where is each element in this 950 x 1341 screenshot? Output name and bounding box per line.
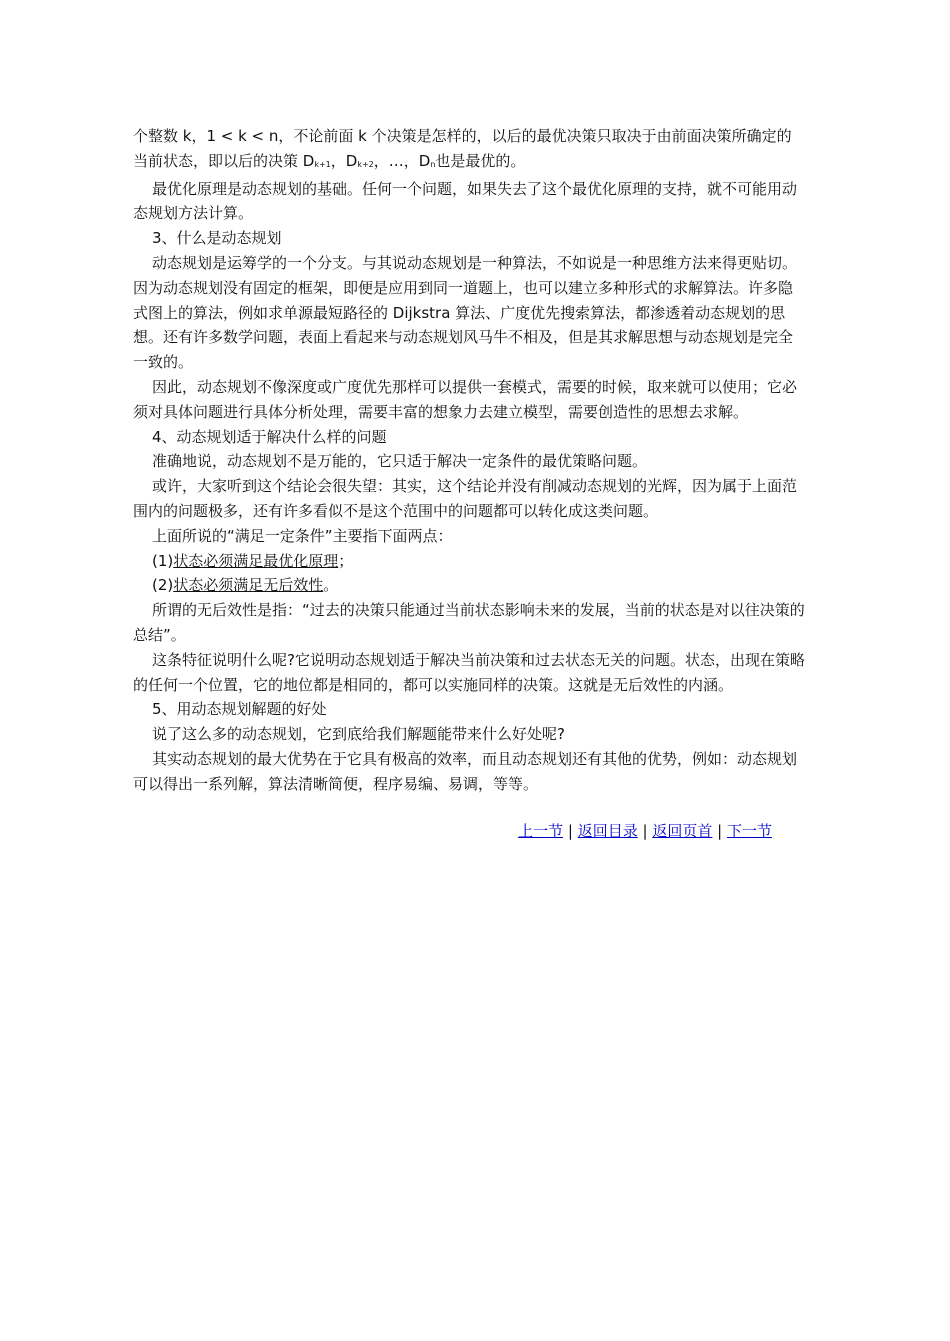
text-span: ，…，D [373,151,431,170]
paragraph-conditions-intro: 上面所说的“满足一定条件”主要指下面两点： [152,526,453,545]
subscript: k+2 [357,159,374,169]
table-of-contents-link[interactable]: 返回目录 [577,821,638,840]
paragraph-optimality-basis: 最优化原理是动态规划的基础。任何一个问题，如果失去了这个最优化原理的支持，就不可能用动态规划方法计算。 [133,179,798,223]
text-span: 也是最优的。 [435,151,526,170]
next-section-link[interactable]: 下一节 [726,821,772,840]
list-item-condition-1 [133,549,805,574]
nav-separator: | [567,821,573,840]
paragraph-optimality-definition [133,124,805,177]
nav-separator: | [642,821,648,840]
paragraph-benefits-question: 说了这么多的动态规划，它到底给我们解题能带来什么好处呢? [152,725,565,744]
paragraph-no-aftereffect-definition: 所谓的无后效性是指：“过去的决策只能通过当前状态影响未来的发展，当前的状态是对以往决策的总结”。 [133,601,805,644]
paragraph-dp-definition: 动态规划是运筹学的一个分支。与其说动态规划是一种算法，不如说是一种思维方法来得更贴切。因为动态规划没有固定的框架，即便是应用到同一道题上，也可以建立多种形式的求解算法。许多隐式图上的算法，例如求单源最短路径的 Dijkstra 算法、广度优先搜索算法，都渗透着动态规划的思想。还有许多数学问题，表面上看起来与动态规划风马牛不相及，但是其求解思想与动态规划是完全一致的。 [133,253,798,372]
punctuation: 。 [323,576,339,595]
paragraph-not-universal: 准确地说，动态规划不是万能的，它只适于解决一定条件的最优策略问题。 [152,452,648,471]
text-span: ，D [330,151,358,170]
document-body [133,124,805,843]
paragraph-benefits-answer: 其实动态规划的最大优势在于它具有极高的效率，而且动态规划还有其他的优势，例如：动态规划可以得出一系列解，算法清晰简便，程序易编、易调，等等。 [133,749,798,793]
list-item-label: 状态必须满足无后效性 [173,576,324,595]
section-heading-applicable-problems: 4、动态规划适于解决什么样的问题 [152,427,387,446]
list-item-number: (1) [152,551,174,570]
subscript: n [430,159,436,169]
page-navigation [133,819,805,844]
list-item-label: 状态必须满足最优化原理 [173,551,339,570]
list-item-number: (2) [152,576,174,595]
punctuation: ； [338,551,354,570]
text-span: 个整数 k，1 < k < n，不论前面 k 个决策是怎样的，以后的最优决策只取决于由前面决策所确定的当前状态，即以后的决策 D [133,127,792,170]
paragraph-no-aftereffect-explanation: 这条特征说明什么呢?它说明动态规划适于解决当前决策和过去状态无关的问题。状态，出现在策略的任何一个位置，它的地位都是相同的，都可以实施同样的决策。这就是无后效性的内涵。 [133,650,805,694]
section-heading-benefits: 5、用动态规划解题的好处 [152,700,327,719]
subscript: k+1 [314,159,331,169]
section-heading-what-is-dp: 3、什么是动态规划 [152,229,282,248]
paragraph-dp-no-pattern: 因此，动态规划不像深度或广度优先那样可以提供一套模式，需要的时候，取来就可以使用；它必须对具体问题进行具体分析处理，需要丰富的想象力去建立模型，需要创造性的思想去求解。 [133,377,798,421]
prev-section-link[interactable]: 上一节 [518,821,564,840]
nav-separator: | [717,821,723,840]
paragraph-disappointment: 或许，大家听到这个结论会很失望：其实，这个结论并没有削减动态规划的光辉，因为属于上面范围内的问题极多，还有许多看似不是这个范围中的问题都可以转化成这类问题。 [133,477,798,520]
list-item-condition-2 [133,573,805,598]
back-to-top-link[interactable]: 返回页首 [652,821,713,840]
